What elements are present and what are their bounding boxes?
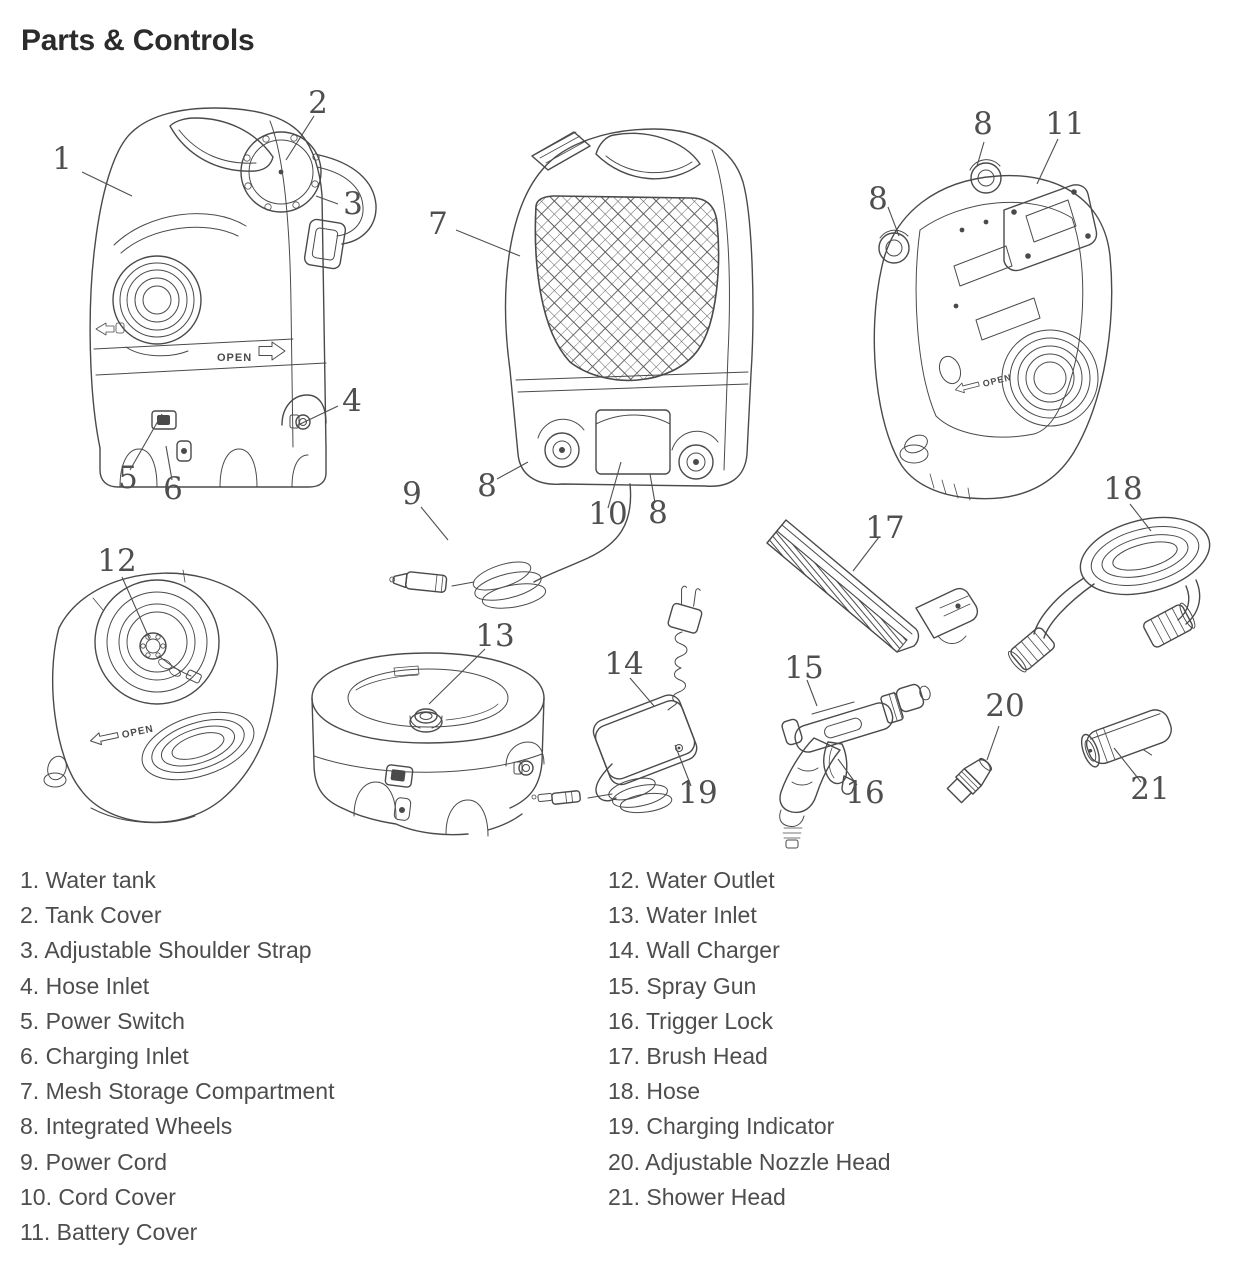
parts-list-item: 19. Charging Indicator — [608, 1113, 835, 1140]
callout-8c: 8 — [973, 106, 993, 142]
parts-list-left — [20, 863, 595, 1250]
parts-list-item: 16. Trigger Lock — [608, 1007, 773, 1034]
hose-connector-right — [1142, 601, 1198, 648]
illustration-water-tank-front — [90, 108, 376, 487]
wheel-left — [538, 419, 584, 467]
parts-list-right — [608, 863, 1248, 1215]
ac-plug — [667, 584, 702, 634]
callout-10: 10 — [588, 496, 628, 532]
parts-list-item: 10. Cord Cover — [20, 1183, 176, 1210]
barrel-plug — [532, 791, 581, 805]
illustration-wall-charger — [532, 584, 703, 815]
svg-text:OPEN: OPEN — [981, 372, 1013, 389]
gun-handle — [780, 738, 840, 812]
callout-1: 1 — [52, 141, 72, 177]
callout-8d: 8 — [868, 181, 888, 217]
callout-numbers — [52, 85, 1170, 811]
callout-11: 11 — [1045, 106, 1085, 142]
parts-list-item: 5. Power Switch — [20, 1007, 185, 1034]
callout-8b: 8 — [648, 495, 668, 531]
illustration-water-tank-bottom — [874, 160, 1111, 500]
callout-4: 4 — [342, 383, 362, 419]
callout-20: 20 — [985, 688, 1025, 724]
callout-13: 13 — [475, 618, 515, 654]
parts-list-item: 12. Water Outlet — [608, 867, 775, 893]
water-outlet — [140, 633, 202, 683]
water-inlet — [410, 709, 442, 732]
callout-14: 14 — [604, 646, 644, 682]
parts-list-item: 2. Tank Cover — [20, 902, 162, 929]
brush-connector — [916, 589, 977, 644]
parts-list-item: 15. Spray Gun — [608, 972, 757, 999]
lock-arrow-icon — [96, 323, 124, 335]
hose-inlet — [282, 395, 326, 429]
callout-15: 15 — [784, 650, 824, 686]
open-arrow-icon — [259, 342, 285, 360]
battery-cover — [1004, 185, 1097, 271]
open-label-front: OPEN — [217, 352, 253, 364]
parts-list-item: 11. Battery Cover — [20, 1218, 198, 1245]
parts-list-item: 17. Brush Head — [608, 1042, 768, 1069]
charger-brick — [590, 692, 700, 788]
parts-list-item: 1. Water tank — [20, 867, 156, 893]
hose-connector-left — [1006, 626, 1056, 674]
parts-list-item: 13. Water Inlet — [608, 902, 757, 929]
wheel-right — [672, 431, 718, 479]
callout-19: 19 — [678, 775, 718, 811]
parts-list-item: 6. Charging Inlet — [20, 1042, 189, 1069]
callout-5: 5 — [118, 460, 138, 496]
callout-7: 7 — [428, 206, 448, 242]
callout-9: 9 — [402, 476, 422, 512]
callout-8a: 8 — [477, 468, 497, 504]
callout-21: 21 — [1130, 771, 1170, 807]
callout-17: 17 — [865, 510, 905, 546]
illustration-base-unit — [312, 653, 544, 836]
callout-12: 12 — [97, 543, 137, 579]
page-title: Parts & Controls — [21, 24, 255, 57]
illustration-spray-gun — [780, 683, 932, 848]
callout-3: 3 — [343, 186, 363, 222]
parts-list-item: 18. Hose — [608, 1078, 701, 1105]
parts-list-item: 21. Shower Head — [608, 1183, 786, 1210]
base-hose-inlet — [506, 742, 544, 775]
illustration-water-tank-back — [389, 129, 753, 612]
mesh-storage-compartment — [535, 196, 718, 380]
parts-list-item: 3. Adjustable Shoulder Strap — [20, 937, 312, 964]
callout-2: 2 — [308, 85, 328, 121]
callout-18: 18 — [1103, 471, 1143, 507]
open-label-top — [89, 722, 155, 748]
gun-nozzle — [880, 683, 932, 724]
illustration-top-view — [44, 570, 277, 823]
parts-list-item: 7. Mesh Storage Compartment — [20, 1078, 335, 1105]
parts-list-item: 9. Power Cord — [20, 1148, 168, 1175]
callout-6: 6 — [163, 471, 183, 507]
svg-text:OPEN: OPEN — [120, 723, 155, 742]
parts-list-item: 20. Adjustable Nozzle Head — [608, 1148, 891, 1175]
parts-list-item: 14. Wall Charger — [608, 937, 780, 964]
parts-list-item: 4. Hose Inlet — [20, 972, 150, 999]
illustration-nozzle-head — [946, 754, 996, 804]
car-plug — [389, 570, 447, 593]
callout-16: 16 — [845, 775, 885, 811]
illustration-hose — [1006, 505, 1218, 674]
parts-list-item: 8. Integrated Wheels — [20, 1113, 233, 1140]
